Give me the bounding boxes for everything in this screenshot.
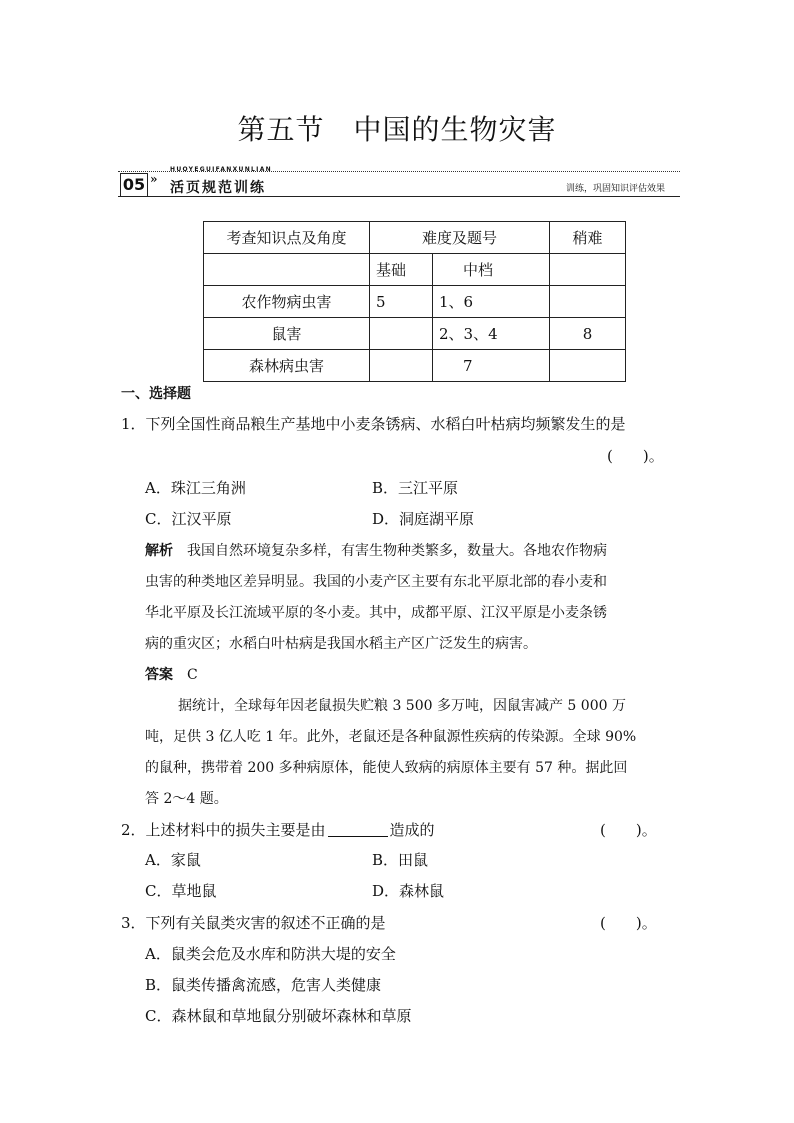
table-header-cell: 难度及题号 — [370, 222, 550, 254]
banner-underline — [118, 196, 680, 197]
material-line-3: 的鼠种，携带着 200 多种病原体，能使人致病的病原体主要有 57 种。据此回 — [145, 760, 628, 776]
answer-value: C — [187, 667, 198, 683]
table-cell: 森林病虫害 — [204, 350, 370, 382]
analysis-label: 解析 — [145, 543, 173, 559]
table-cell: 1、6 — [433, 286, 550, 318]
table-row — [204, 350, 626, 382]
table-cell: 农作物病虫害 — [204, 286, 370, 318]
table-row — [204, 318, 626, 350]
material-line-4: 答 2～4 题。 — [145, 791, 228, 807]
question-2-stem-after: 造成的 — [389, 821, 435, 839]
banner-name: 活页规范训练 — [170, 180, 266, 196]
section-title: 一、选择题 — [121, 386, 191, 402]
question-2-option-a: A．家鼠 — [145, 851, 201, 869]
analysis-text: 我国自然环境复杂多样，有害生物种类繁多，数量大。各地农作物病 — [187, 543, 607, 559]
table-cell — [370, 350, 433, 382]
table-header-row — [204, 222, 626, 254]
answer-blank — [328, 836, 388, 837]
analysis-line-2: 虫害的种类地区差异明显。我国的小麦产区主要有东北平原北部的春小麦和 — [145, 574, 607, 590]
table-cell: 2、3、4 — [433, 318, 550, 350]
answer-label: 答案 — [145, 667, 173, 683]
table-row — [204, 286, 626, 318]
question-3-option-b: B．鼠类传播禽流感，危害人类健康 — [145, 976, 382, 994]
banner-slogan: 训练，巩固知识评估效果 — [566, 184, 666, 194]
banner-number-badge: 05 — [120, 173, 148, 197]
question-1-option-a: A．珠江三角洲 — [145, 479, 246, 497]
table-cell — [370, 318, 433, 350]
question-1-paren: ( )。 — [607, 447, 664, 465]
table-subheader-row — [204, 254, 626, 286]
question-1-option-b: B．三江平原 — [372, 479, 459, 497]
analysis-line-4: 病的重灾区；水稻白叶枯病是我国水稻主产区广泛发生的病害。 — [145, 636, 537, 652]
question-2-stem-before: 2．上述材料中的损失主要是由 — [121, 821, 326, 839]
question-1-option-d: D．洞庭湖平原 — [372, 510, 475, 528]
table-cell — [550, 286, 626, 318]
chevron-right-icon: » — [150, 172, 158, 186]
table-subheader-cell: 基础 — [370, 254, 433, 286]
page-title: 第五节 中国的生物灾害 — [237, 113, 557, 146]
material-line-1: 据统计，全球每年因老鼠损失贮粮 3 500 多万吨，因鼠害减产 5 000 万 — [178, 698, 626, 714]
question-2-stem — [121, 819, 435, 840]
table-cell: 5 — [370, 286, 433, 318]
table-cell — [550, 350, 626, 382]
table-cell: 8 — [550, 318, 626, 350]
question-3-option-c: C．森林鼠和草地鼠分别破坏森林和草原 — [145, 1007, 412, 1025]
table-subheader-cell: 中档 — [433, 254, 550, 286]
question-1-option-c: C．江汉平原 — [145, 510, 232, 528]
table-cell: 鼠害 — [204, 318, 370, 350]
table-cell — [550, 254, 626, 286]
question-3-option-a: A．鼠类会危及水库和防洪大堤的安全 — [145, 945, 396, 963]
table-cell — [204, 254, 370, 286]
question-2-paren: ( )。 — [600, 821, 657, 839]
analysis-line-3: 华北平原及长江流域平原的冬小麦。其中，成都平原、江汉平原是小麦条锈 — [145, 605, 607, 621]
material-line-2: 吨，足供 3 亿人吃 1 年。此外，老鼠还是各种鼠源性疾病的传染源。全球 90% — [145, 729, 637, 745]
banner-pinyin: HUOYEGUIFANXUNLIAN — [170, 166, 272, 173]
question-3-paren: ( )。 — [600, 914, 657, 932]
table-header-cell: 考查知识点及角度 — [204, 222, 370, 254]
question-2-option-b: B．田鼠 — [372, 851, 429, 869]
question-2-option-c: C．草地鼠 — [145, 882, 217, 900]
table-header-cell: 稍难 — [550, 222, 626, 254]
table-cell: 7 — [433, 350, 550, 382]
analysis-line-1 — [145, 540, 607, 560]
question-2-option-d: D．森林鼠 — [372, 882, 445, 900]
answer-line — [145, 664, 198, 684]
question-3-stem: 3．下列有关鼠类灾害的叙述不正确的是 — [121, 914, 386, 932]
knowledge-table — [203, 221, 626, 382]
question-1-stem: 1．下列全国性商品粮生产基地中小麦条锈病、水稻白叶枯病均频繁发生的是 — [121, 415, 626, 433]
